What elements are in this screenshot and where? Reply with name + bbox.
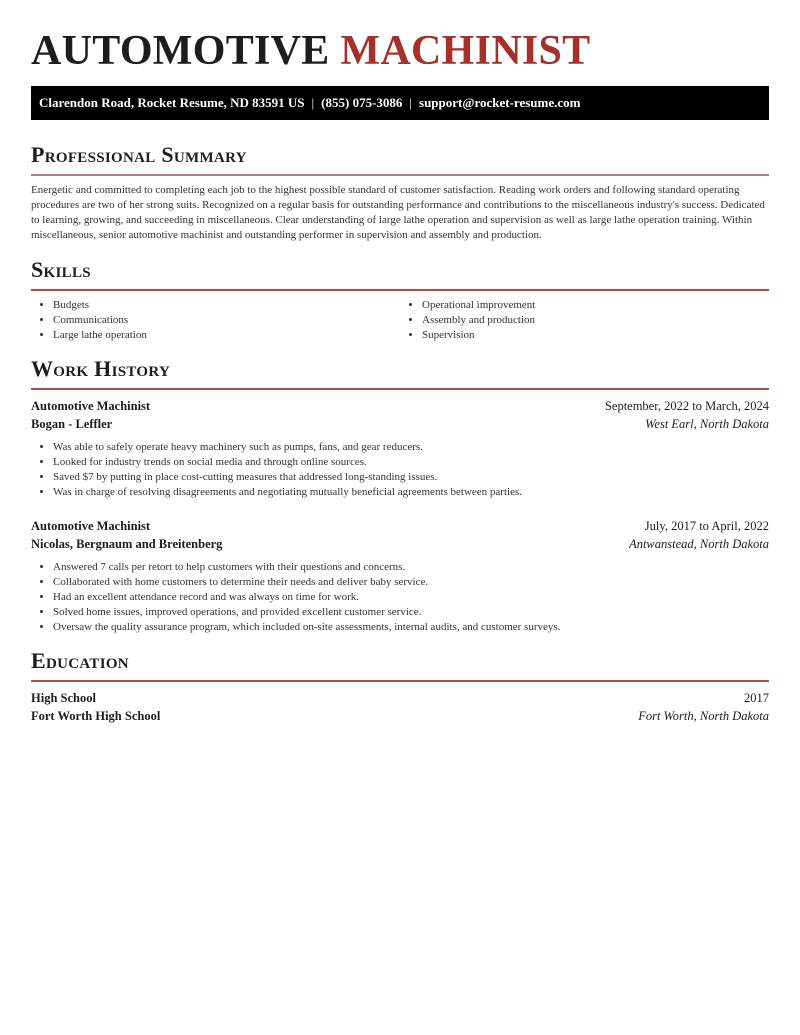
job-dates: September, 2022 to March, 2024 xyxy=(604,399,769,413)
title-primary: AUTOMOTIVE xyxy=(31,28,330,74)
section-divider xyxy=(31,174,769,176)
education-year: 2017 xyxy=(744,691,769,705)
job-bullets xyxy=(31,440,769,500)
job-title: Automotive Machinist xyxy=(31,519,151,533)
education-degree: High School xyxy=(31,691,96,705)
skill-item: • Communications xyxy=(53,313,400,328)
skills-list xyxy=(31,298,769,343)
contact-email[interactable]: support@rocket-resume.com xyxy=(419,95,581,110)
summary-section xyxy=(31,142,769,243)
skill-item: • Large lathe operation xyxy=(53,328,400,343)
job-bullet: • Answered 7 calls per retort to help customers with their questions and concerns. xyxy=(53,560,769,575)
job-bullet: • Solved home issues, improved operations, and provided excellent customer service. xyxy=(53,605,769,620)
job-location: West Earl, North Dakota xyxy=(645,417,769,431)
job-company: Nicolas, Bergnaum and Breitenberg xyxy=(31,537,223,551)
contact-phone: (855) 075-3086 xyxy=(321,95,403,110)
skill-item: • Supervision xyxy=(422,328,769,343)
job-bullet: • Was able to safely operate heavy machinery such as pumps, fans, and gear reducers. xyxy=(53,440,769,455)
skills-heading: Skills xyxy=(31,257,91,282)
contact-separator: | xyxy=(409,95,413,110)
summary-heading: Professional Summary xyxy=(31,142,247,167)
skills-column-right xyxy=(400,298,769,343)
education-heading: Education xyxy=(31,648,129,673)
resume-title xyxy=(31,0,769,75)
education-school: Fort Worth High School xyxy=(31,709,161,723)
job-location: Antwanstead, North Dakota xyxy=(629,537,769,551)
title-accent: MACHINIST xyxy=(340,28,591,74)
job-bullet: • Looked for industry trends on social media and through online sources. xyxy=(53,455,769,470)
job-dates: July, 2017 to April, 2022 xyxy=(644,519,769,533)
education-location: Fort Worth, North Dakota xyxy=(638,709,769,723)
job-title: Automotive Machinist xyxy=(31,399,151,413)
skill-item: • Budgets xyxy=(53,298,400,313)
summary-text: Energetic and committed to completing each job to the highest possible standard of customer satisfaction. Reading work orders and following standard operating procedures are two of her strong suits. Recognized on a regular basis for outstanding performance and contributions to the miscellaneous industry's success. Dedicated to learning, growing, and succeeding in miscellaneous. Clear understanding of large lathe operation and supervision as well as large lathe operation training. Within miscellaneous, senior automotive machinist and outstanding performer in supervision and assembly and production. xyxy=(31,184,765,241)
job-bullet: • Collaborated with home customers to determine their needs and deliver baby service. xyxy=(53,575,769,590)
job-bullets xyxy=(31,560,769,635)
section-divider xyxy=(31,289,769,291)
work-history-section xyxy=(31,356,769,635)
contact-separator: | xyxy=(311,95,315,110)
work-history-heading: Work History xyxy=(31,356,171,381)
job-bullet: • Saved $7 by putting in place cost-cutting measures that addressed long-standing issues. xyxy=(53,470,769,485)
job-entry xyxy=(31,397,769,500)
skill-item: • Assembly and production xyxy=(422,313,769,328)
skills-section xyxy=(31,257,769,343)
section-divider xyxy=(31,680,769,682)
job-bullet: • Had an excellent attendance record and was always on time for work. xyxy=(53,590,769,605)
contact-address: Clarendon Road, Rocket Resume, ND 83591 US xyxy=(39,95,305,110)
section-divider xyxy=(31,388,769,390)
job-bullet: • Oversaw the quality assurance program, which included on-site assessments, internal audits, and customer surveys. xyxy=(53,620,769,635)
skills-column-left xyxy=(31,298,400,343)
contact-bar xyxy=(31,86,769,120)
job-entry xyxy=(31,517,769,635)
job-bullet: • Was in charge of resolving disagreements and negotiating mutually beneficial agreements between parties. xyxy=(53,485,769,500)
job-company: Bogan - Leffler xyxy=(31,417,113,431)
skill-item: • Operational improvement xyxy=(422,298,769,313)
education-section xyxy=(31,648,769,725)
